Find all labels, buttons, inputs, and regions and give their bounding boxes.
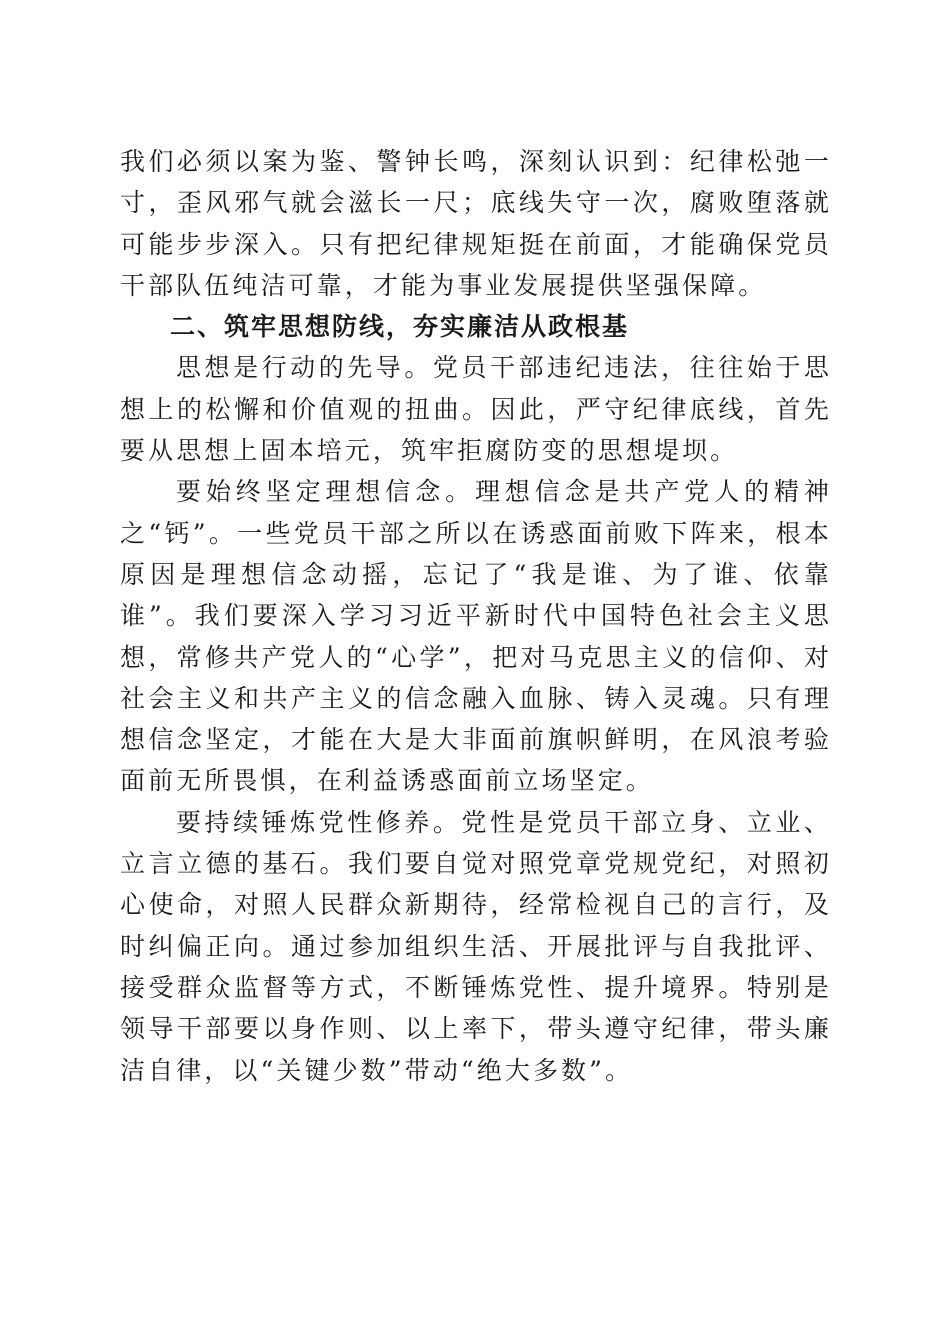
paragraph-continuation: 我们必须以案为鉴、警钟长鸣，深刻认识到：纪律松弛一寸，歪风邪气就会滋长一尺；底线失守一次，腐败堕落就可能步步深入。只有把纪律规矩挺在前面，才能确保党员干部队伍纯洁可靠，才能为事业发展提供坚强保障。: [120, 147, 832, 300]
paragraph-thought-guidance: 思想是行动的先导。党员干部违纪违法，往往始于思想上的松懈和价值观的扭曲。因此，严守纪律底线，首先要从思想上固本培元，筑牢拒腐防变的思想堤坝。: [120, 353, 832, 466]
paragraph-party-spirit: 要持续锤炼党性修养。党性是党员干部立身、立业、立言立德的基石。我们要自觉对照党章党规党纪，对照初心使命，对照人民群众新期待，经常检视自己的言行，及时纠偏正向。通过参加组织生活、开展批评与自我批评、接受群众监督等方式，不断锤炼党性、提升境界。特别是领导干部要以身作则、以上率下，带头遵守纪律，带头廉洁自律，以“关键少数”带动“绝大多数”。: [120, 807, 832, 1085]
paragraph-ideals-beliefs: 要始终坚定理想信念。理想信念是共产党人的精神之“钙”。一些党员干部之所以在诱惑面前败下阵来，根本原因是理想信念动摇，忘记了“我是谁、为了谁、依靠谁”。我们要深入学习习近平新时代中国特色社会主义思想，常修共产党人的“心学”，把对马克思主义的信仰、对社会主义和共产主义的信念融入血脉、铸入灵魂。只有理想信念坚定，才能在大是大非面前旗帜鲜明，在风浪考验面前无所畏惧，在利益诱惑面前立场坚定。: [120, 477, 832, 796]
section-heading: 二、筑牢思想防线，夯实廉洁从政根基: [170, 312, 630, 342]
document-body: [120, 141, 832, 1091]
